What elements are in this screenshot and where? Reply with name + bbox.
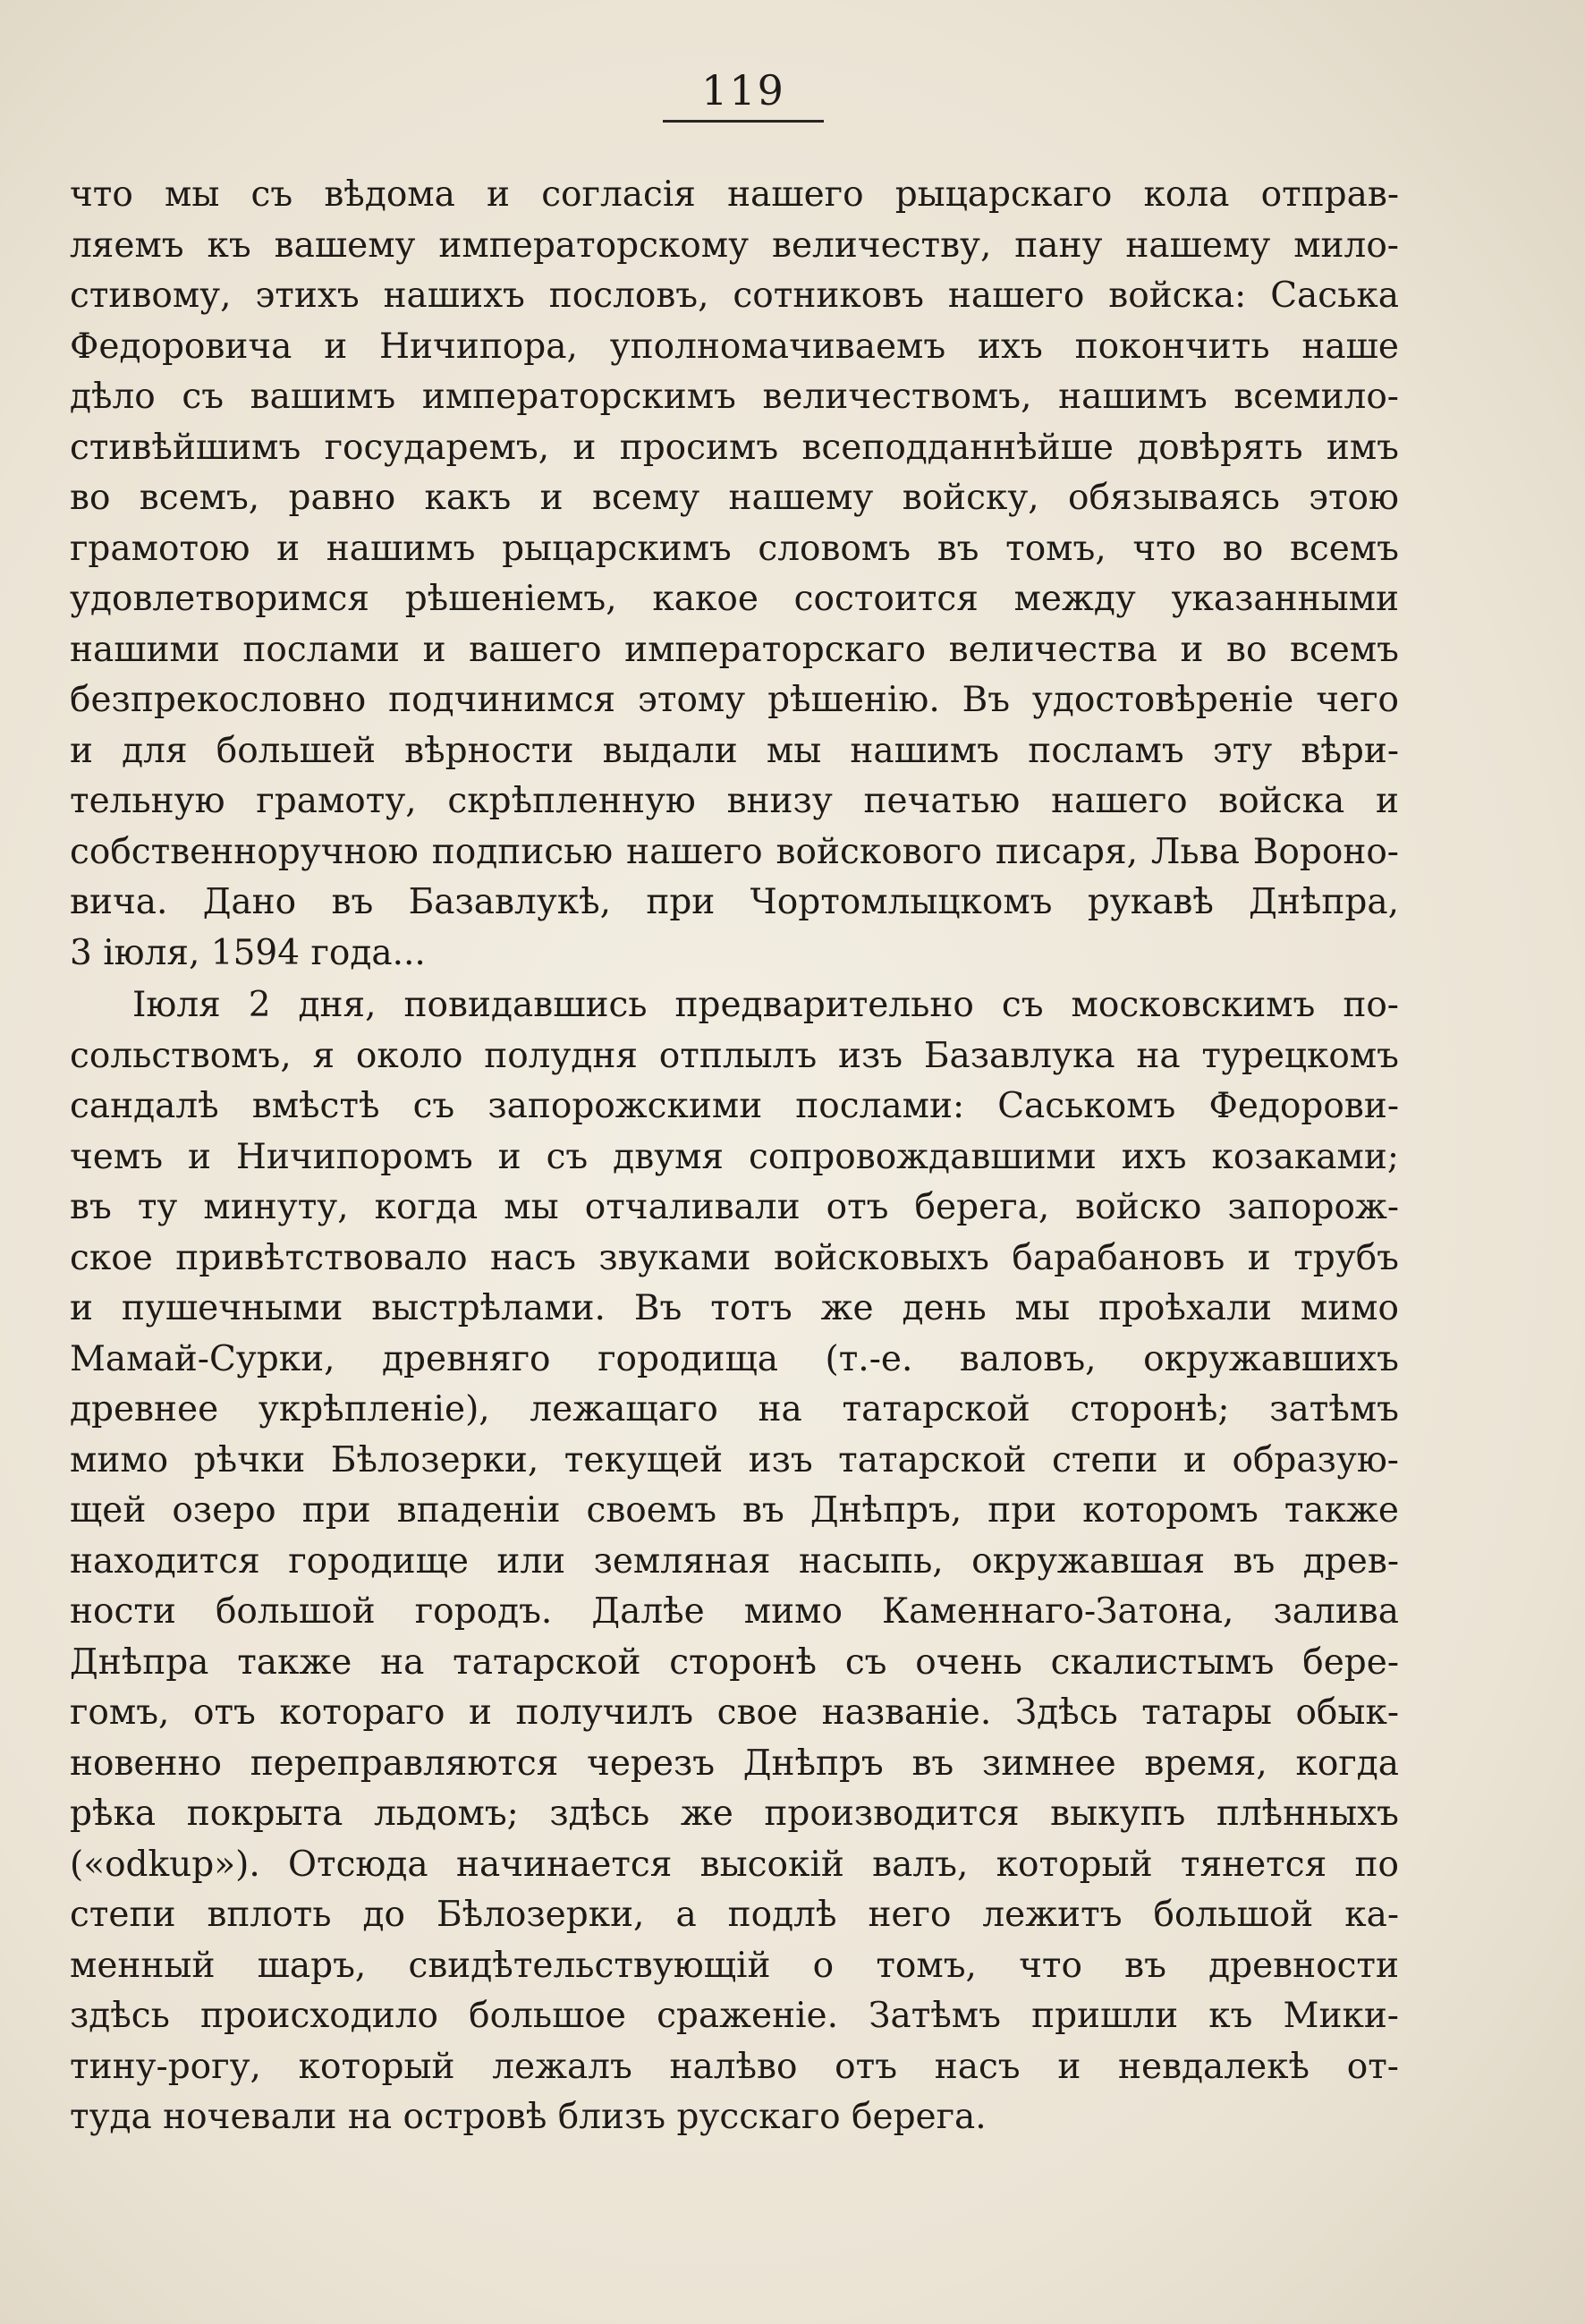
text-line: туда ночевали на островѣ близъ русскаго берега. — [70, 2097, 987, 2137]
page-number: 119 — [701, 66, 785, 115]
text-line: находится городище или земляная насыпь, окружавшая въ древ- — [70, 1540, 1399, 1582]
text-line: безпрекословно подчинимся этому рѣшенію. Въ удостовѣреніе чего — [70, 680, 1399, 720]
text-line: грамотою и нашимъ рыцарскимъ словомъ въ томъ, что во всемъ — [70, 528, 1399, 569]
text-line: («odkup»). Отсюда начинается высокій валъ, который тянется по — [70, 1844, 1399, 1885]
page-number-rule — [663, 120, 824, 123]
text-line: въ ту минуту, когда мы отчаливали отъ берега, войско запорож- — [70, 1187, 1399, 1227]
text-line: рѣка покрыта льдомъ; здѣсь же производится выкупъ плѣнныхъ — [70, 1794, 1399, 1834]
text-line: щей озеро при впаденіи своемъ въ Днѣпръ, при которомъ также — [70, 1490, 1399, 1531]
paragraph-letter-continuation — [70, 170, 1399, 979]
text-line: Іюля 2 дня, повидавшись предварительно съ московскимъ по- — [132, 985, 1399, 1025]
text-line: новенно переправляются черезъ Днѣпръ въ зимнее время, когда — [70, 1743, 1399, 1784]
text-line: тину-рогу, который лежалъ налѣво отъ насъ и невдалекѣ от- — [70, 2046, 1399, 2087]
text-line: ское привѣтствовало насъ звуками войсковыхъ барабановъ и трубъ — [70, 1237, 1399, 1278]
text-line: здѣсь происходило большое сраженіе. Затѣмъ пришли къ Мики- — [70, 1996, 1399, 2036]
text-line: тельную грамоту, скрѣпленную внизу печатью нашего войска и — [70, 781, 1399, 821]
text-line: что мы съ вѣдома и согласія нашего рыцарскаго кола отправ- — [70, 174, 1399, 215]
text-line: мимо рѣчки Бѣлозерки, текущей изъ татарской степи и образую- — [70, 1439, 1399, 1480]
text-line: и пушечными выстрѣлами. Въ тотъ же день мы проѣхали мимо — [70, 1288, 1399, 1328]
text-line: собственноручною подписью нашего войскового писаря, Льва Вороно- — [70, 831, 1399, 872]
text-line: стивѣйшимъ государемъ, и просимъ всеподданнѣйше довѣрять имъ — [70, 427, 1399, 468]
text-line: вича. Дано въ Базавлукѣ, при Чортомлыцкомъ рукавѣ Днѣпра, — [70, 882, 1399, 922]
text-line: во всемъ, равно какъ и всему нашему войску, обязываясь этою — [70, 478, 1399, 518]
text-line: и для большей вѣрности выдали мы нашимъ посламъ эту вѣри- — [70, 730, 1399, 771]
text-line: сандалѣ вмѣстѣ съ запорожскими послами: Саськомъ Федорови- — [70, 1086, 1399, 1126]
text-line: удовлетворимся рѣшеніемъ, какое состоится между указанными — [70, 579, 1399, 619]
text-line: дѣло съ вашимъ императорскимъ величествомъ, нашимъ всемило- — [70, 377, 1399, 417]
text-line: Федоровича и Ничипора, уполномачиваемъ ихъ покончить наше — [70, 326, 1399, 367]
text-line: чемъ и Ничипоромъ и съ двумя сопровождавшими ихъ козаками; — [70, 1136, 1399, 1177]
text-line: сольствомъ, я около полудня отплылъ изъ Базавлука на турецкомъ — [70, 1035, 1399, 1076]
text-line: Мамай-Сурки, древняго городища (т.-е. валовъ, окружавшихъ — [70, 1338, 1399, 1379]
text-line: ляемъ къ вашему императорскому величеству, пану нашему мило- — [70, 225, 1399, 266]
text-line: ности большой городъ. Далѣе мимо Каменнаго-Затона, залива — [70, 1591, 1399, 1632]
text-line: Днѣпра также на татарской сторонѣ съ очень скалистымъ бере- — [70, 1641, 1399, 1683]
page-header — [658, 66, 828, 123]
text-line: 3 іюля, 1594 года... — [70, 932, 426, 973]
paragraph-journey-narrative — [70, 980, 1399, 2143]
text-line: менный шаръ, свидѣтельствующій о томъ, что въ древности — [70, 1945, 1399, 1986]
text-line: гомъ, отъ котораго и получилъ свое названіе. Здѣсь татары обык- — [70, 1692, 1399, 1733]
text-line: древнее укрѣпленіе), лежащаго на татарской сторонѣ; затѣмъ — [70, 1389, 1399, 1429]
text-line: степи вплоть до Бѣлозерки, а подлѣ него лежитъ большой ка- — [70, 1895, 1399, 1935]
body-text — [70, 170, 1399, 2143]
text-line: нашими послами и вашего императорскаго величества и во всемъ — [70, 629, 1399, 670]
text-line: стивому, этихъ нашихъ пословъ, сотниковъ нашего войска: Саська — [70, 276, 1399, 316]
